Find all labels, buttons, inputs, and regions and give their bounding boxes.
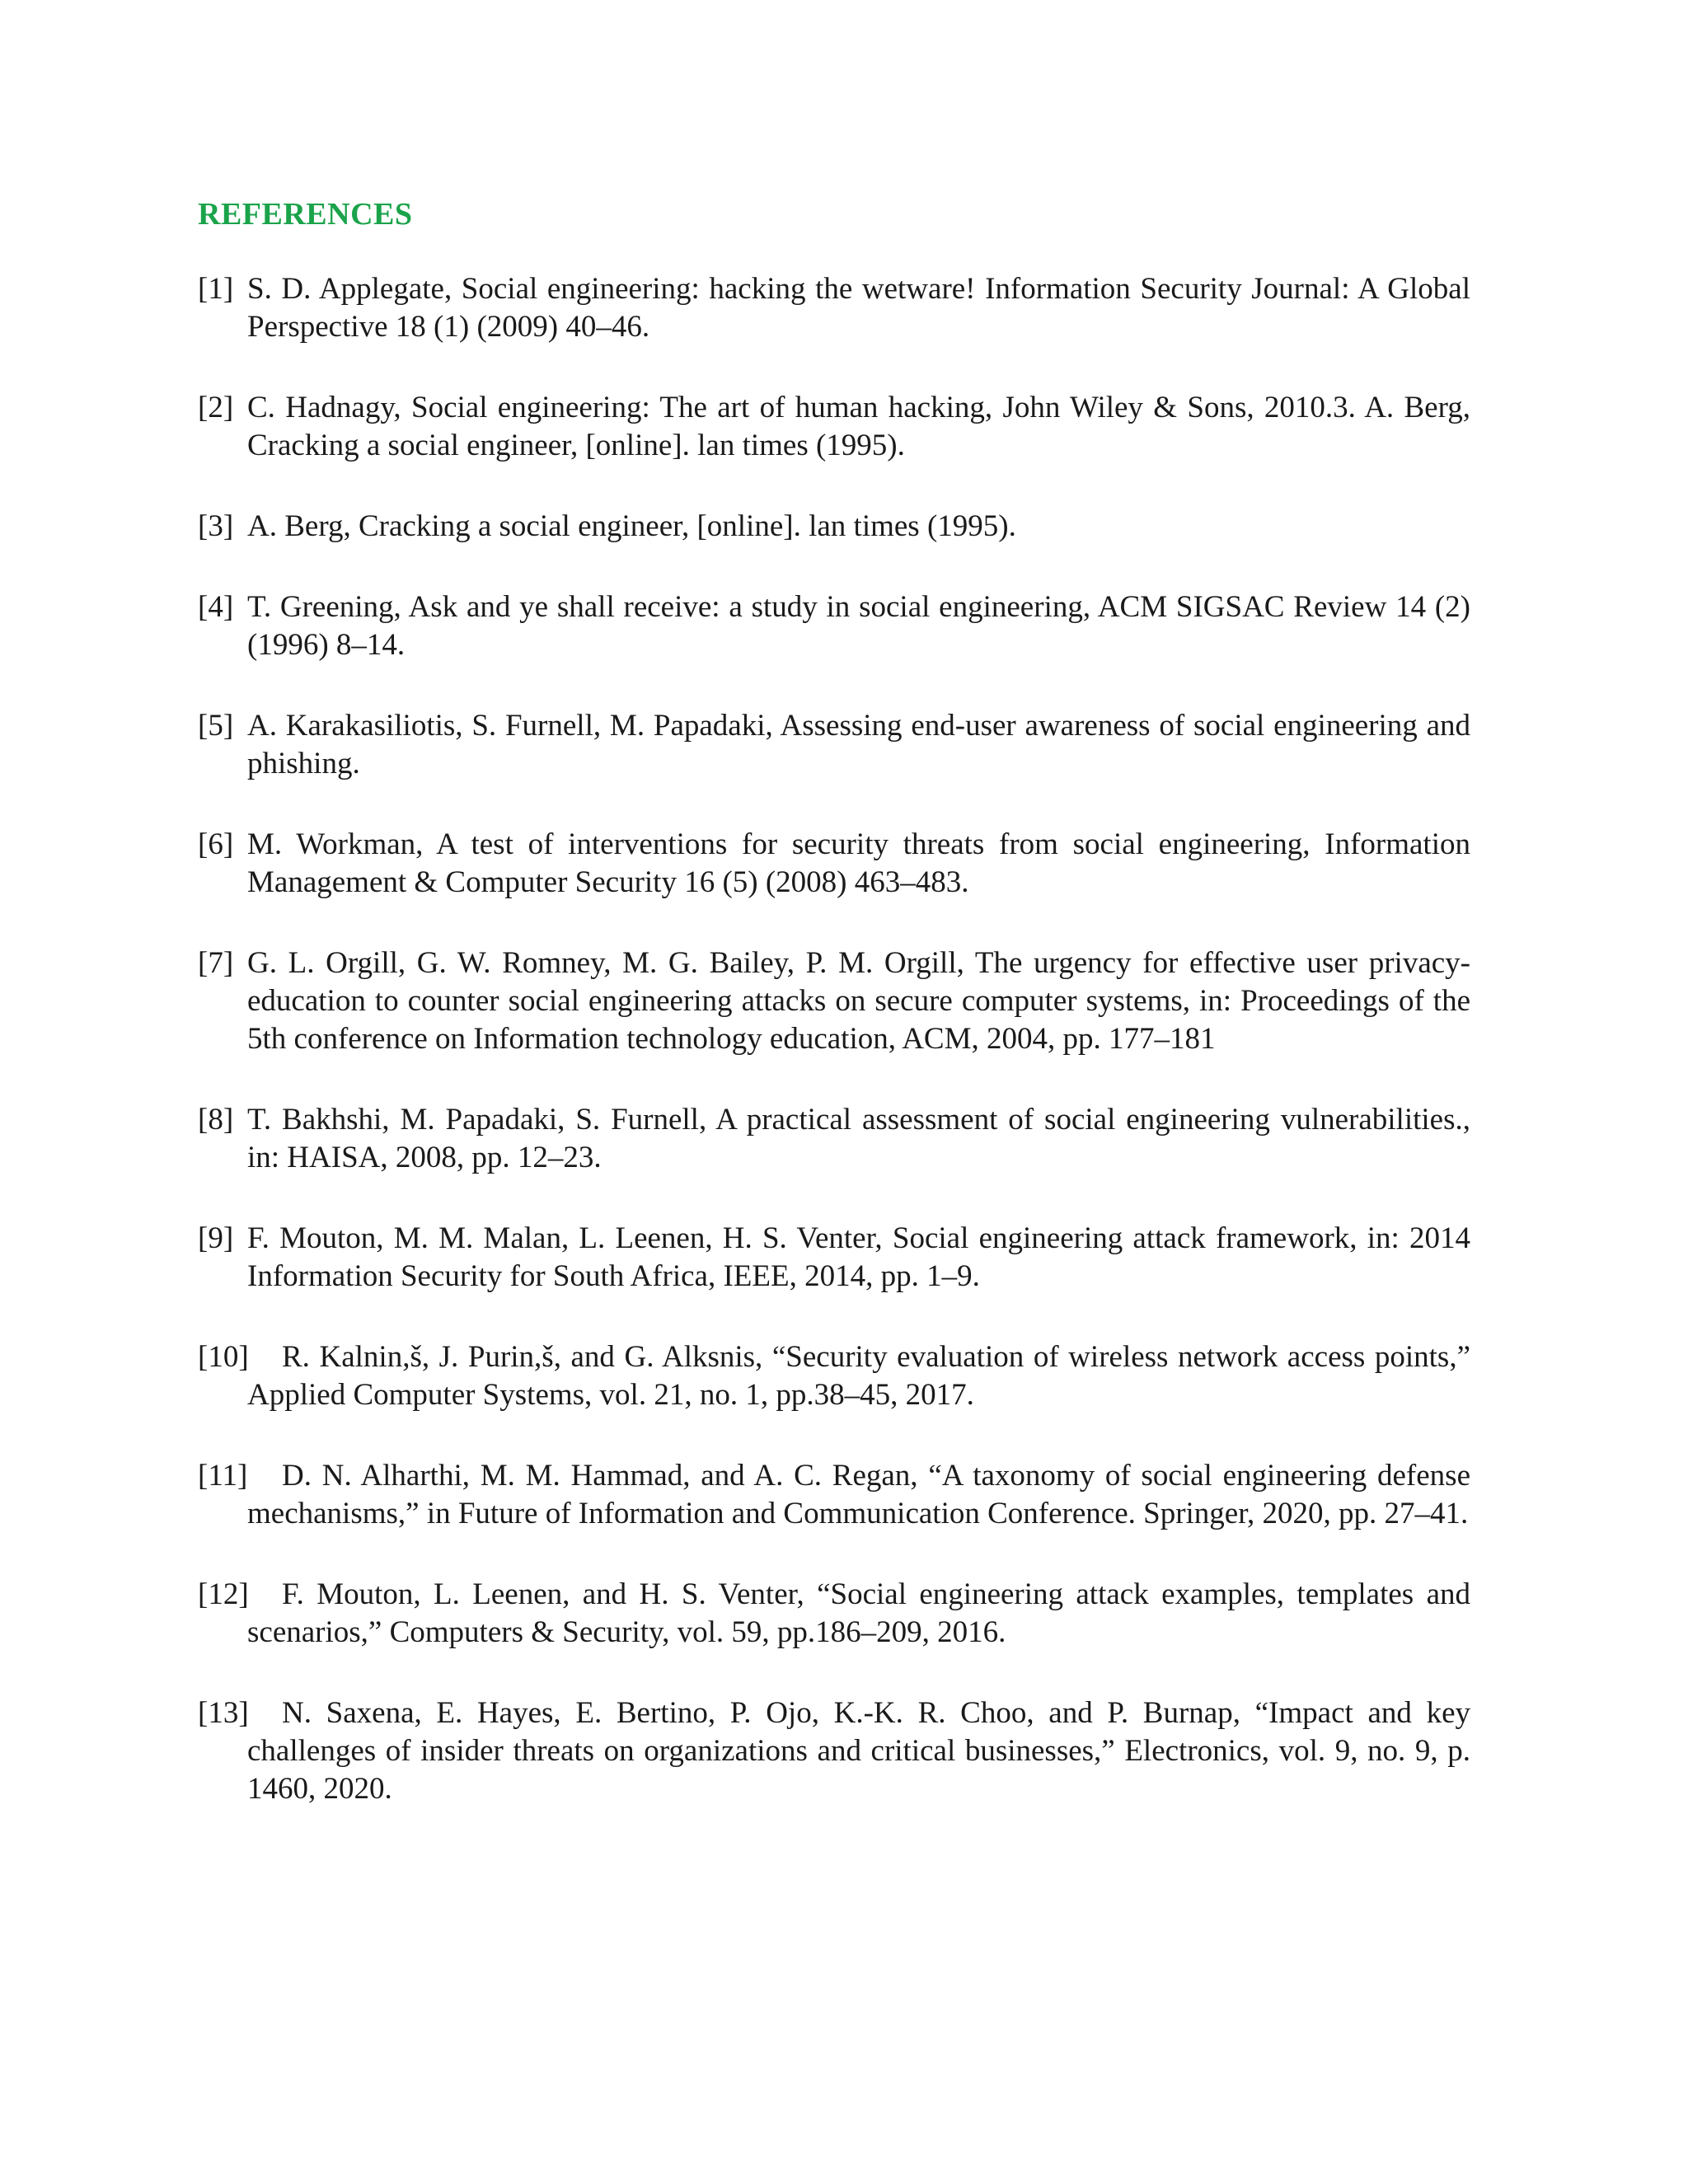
reference-item-6 (198, 826, 1470, 902)
reference-text: F. Mouton, M. M. Malan, L. Leenen, H. S. Venter, Social engineering attack framework, in: 2014 Information Security for South Africa, IEEE, 2014, pp. 1–9. (247, 1221, 1470, 1293)
reference-number: [9] (198, 1221, 234, 1255)
reference-text: F. Mouton, L. Leenen, and H. S. Venter, “Social engineering attack examples, templates and scenarios,” Computers & Security, vol. 59, pp.186–209, 2016. (247, 1577, 1470, 1649)
reference-number: [2] (198, 391, 234, 424)
reference-text: D. N. Alharthi, M. M. Hammad, and A. C. Regan, “A taxonomy of social engineering defense mechanisms,” in Future of Information and Communication Conference. Springer, 2020, pp. 27–41. (247, 1459, 1470, 1530)
reference-number: [8] (198, 1103, 234, 1137)
reference-text: A. Karakasiliotis, S. Furnell, M. Papadaki, Assessing end-user awareness of social engineering and phishing. (247, 709, 1470, 780)
reference-item-2 (198, 389, 1470, 465)
references-heading: REFERENCES (198, 197, 413, 232)
reference-item-12 (198, 1576, 1470, 1652)
reference-item-11 (198, 1457, 1470, 1533)
reference-item-7 (198, 944, 1470, 1058)
reference-text: R. Kalnin,š, J. Purin,š, and G. Alksnis, “Security evaluation of wireless network access points,” Applied Computer Systems, vol. 21, no. 1, pp.38–45, 2017. (247, 1340, 1470, 1412)
reference-item-1 (198, 270, 1470, 346)
reference-text: G. L. Orgill, G. W. Romney, M. G. Bailey, P. M. Orgill, The urgency for effective user privacy-education to counter social engineering attacks on secure computer systems, in: Proceedings of the 5th conference on Information technology education, ACM, 2004, pp. 177–181 (247, 946, 1470, 1056)
reference-text: T. Greening, Ask and ye shall receive: a study in social engineering, ACM SIGSAC Review 14 (2) (1996) 8–14. (247, 590, 1470, 662)
reference-number: [7] (198, 946, 234, 980)
reference-number: [3] (198, 509, 234, 543)
reference-text: C. Hadnagy, Social engineering: The art of human hacking, John Wiley & Sons, 2010.3. A. Berg, Cracking a social engineer, [online]. lan times (1995). (247, 391, 1470, 462)
reference-text: M. Workman, A test of interventions for security threats from social engineering, Information Management & Computer Security 16 (5) (2008) 463–483. (247, 827, 1470, 899)
reference-item-8 (198, 1101, 1470, 1177)
reference-item-4 (198, 588, 1470, 664)
reference-number: [13] (198, 1696, 249, 1730)
reference-item-10 (198, 1338, 1470, 1414)
reference-number: [12] (198, 1577, 249, 1611)
reference-number: [6] (198, 827, 234, 861)
reference-number: [10] (198, 1340, 249, 1374)
reference-number: [11] (198, 1459, 248, 1493)
reference-number: [4] (198, 590, 234, 624)
reference-item-3 (198, 508, 1470, 546)
reference-text: T. Bakhshi, M. Papadaki, S. Furnell, A practical assessment of social engineering vulnerabilities., in: HAISA, 2008, pp. 12–23. (247, 1103, 1470, 1174)
reference-item-9 (198, 1220, 1470, 1296)
reference-number: [1] (198, 272, 234, 306)
reference-text: N. Saxena, E. Hayes, E. Bertino, P. Ojo, K.-K. R. Choo, and P. Burnap, “Impact and key challenges of insider threats on organizations and critical businesses,” Electronics, vol. 9, no. 9, p. 1460, 2020. (247, 1696, 1470, 1806)
reference-item-13 (198, 1694, 1470, 1808)
reference-list (198, 270, 1470, 1851)
reference-text: S. D. Applegate, Social engineering: hacking the wetware! Information Security Journal: A Global Perspective 18 (1) (2009) 40–46. (247, 272, 1470, 344)
reference-item-5 (198, 707, 1470, 783)
reference-text: A. Berg, Cracking a social engineer, [online]. lan times (1995). (247, 509, 1016, 543)
reference-number: [5] (198, 709, 234, 743)
